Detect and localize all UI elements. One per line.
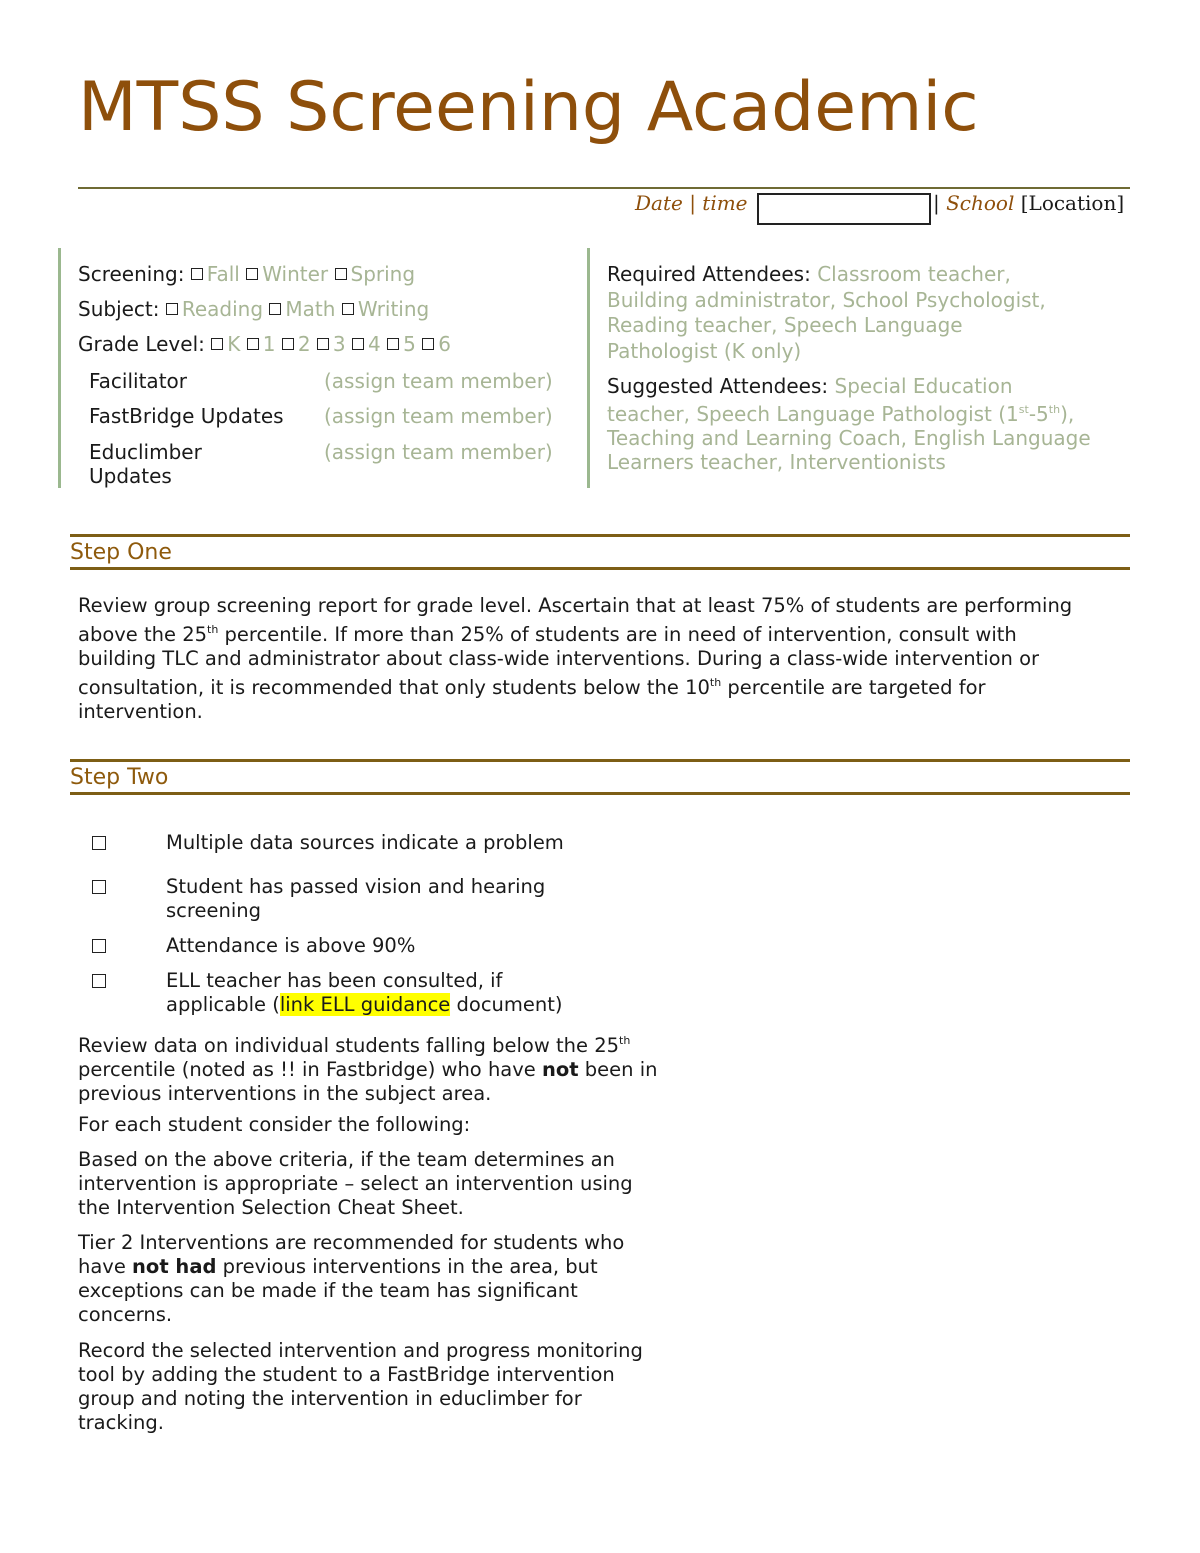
fall-checkbox[interactable] [191,268,203,280]
page-title: MTSS Screening Academic [78,68,979,147]
right-column-bar [587,248,590,488]
grade-1-checkbox[interactable] [247,338,259,350]
facilitator-assignee[interactable]: (assign team member) [324,369,553,393]
grade-level-row: Grade Level: K 1 2 3 4 5 6 [78,332,451,356]
screening-row: Screening: Fall Winter Spring [78,262,416,286]
review-individual-paragraph: Review data on individual students falling below the 25th percentile (noted as !! in Fastbridge) who have not been in previous interventions in the subject area. [78,1034,658,1105]
grade-6-checkbox[interactable] [422,338,434,350]
school-label: School [946,191,1015,215]
title-rule [78,187,1130,189]
grade-2-checkbox[interactable] [282,338,294,350]
step-one-bottom-rule [70,567,1130,570]
check-attendance[interactable] [92,939,106,953]
date-time-field[interactable] [757,193,931,225]
step-two-bottom-rule [70,792,1130,795]
suggested-attendees: Suggested Attendees: Special Education teacher, Speech Language Pathologist (1st-5th), Teaching and Learning Coach, English Language Learners teacher, Interventionists [607,374,1091,474]
criterion-multiple-data: Multiple data sources indicate a problem [166,831,564,854]
grade-4-checkbox[interactable] [352,338,364,350]
step-two-heading: Step Two [70,765,169,790]
school-location: | School [Location] [933,191,1125,215]
date-time-label: Date | time [635,191,748,215]
ell-guidance-link[interactable]: link ELL guidance [279,993,451,1016]
educlimber-updates-assignee[interactable]: (assign team member) [324,440,553,464]
fastbridge-updates-assignee[interactable]: (assign team member) [324,404,553,428]
math-checkbox[interactable] [269,303,281,315]
check-ell-teacher[interactable] [92,974,106,988]
left-column-bar [58,248,61,488]
location-value[interactable]: [Location] [1020,191,1125,215]
reading-checkbox[interactable] [166,303,178,315]
spring-checkbox[interactable] [335,268,347,280]
step-one-heading: Step One [70,540,172,565]
for-each-student-paragraph: For each student consider the following: [78,1113,471,1136]
facilitator-label: Facilitator [89,369,187,393]
criterion-attendance: Attendance is above 90% [166,934,416,957]
criterion-vision-hearing: Student has passed vision and hearing screening [166,875,546,922]
step-one-text: Review group screening report for grade level. Ascertain that at least 75% of students are performing above the 25th percentile. If more than 25% of students are in need of intervention, consult with building TLC and administrator about class-wide interventions. During a class-wide intervention or consultation, it is recommended that only students below the 10th percentile are targeted for intervention. [78,594,1073,723]
record-paragraph: Record the selected intervention and progress monitoring tool by adding the student to a FastBridge intervention group and noting the intervention in educlimber for tracking. [78,1339,643,1434]
grade-k-checkbox[interactable] [211,338,223,350]
fastbridge-updates-label: FastBridge Updates [89,404,284,428]
educlimber-updates-label: Educlimber Updates [89,440,202,488]
required-attendees: Required Attendees: Classroom teacher, Building administrator, School Psychologist, Reading teacher, Speech Language Pathologist (K only) [607,262,1046,363]
step-one-top-rule [70,534,1130,537]
criteria-paragraph: Based on the above criteria, if the team determines an intervention is appropriate – select an intervention using the Intervention Selection Cheat Sheet. [78,1148,633,1219]
check-vision-hearing[interactable] [92,880,106,894]
step-two-top-rule [70,759,1130,762]
writing-checkbox[interactable] [342,303,354,315]
subject-row: Subject: Reading Math Writing [78,297,430,321]
grade-5-checkbox[interactable] [387,338,399,350]
tier2-paragraph: Tier 2 Interventions are recommended for students who have not had previous interventions in the area, but exceptions can be made if the team has significant concerns. [78,1231,625,1326]
grade-3-checkbox[interactable] [317,338,329,350]
criterion-ell-teacher: ELL teacher has been consulted, if applicable (link ELL guidance document) [166,969,563,1016]
winter-checkbox[interactable] [246,268,258,280]
check-multiple-data[interactable] [92,836,106,850]
